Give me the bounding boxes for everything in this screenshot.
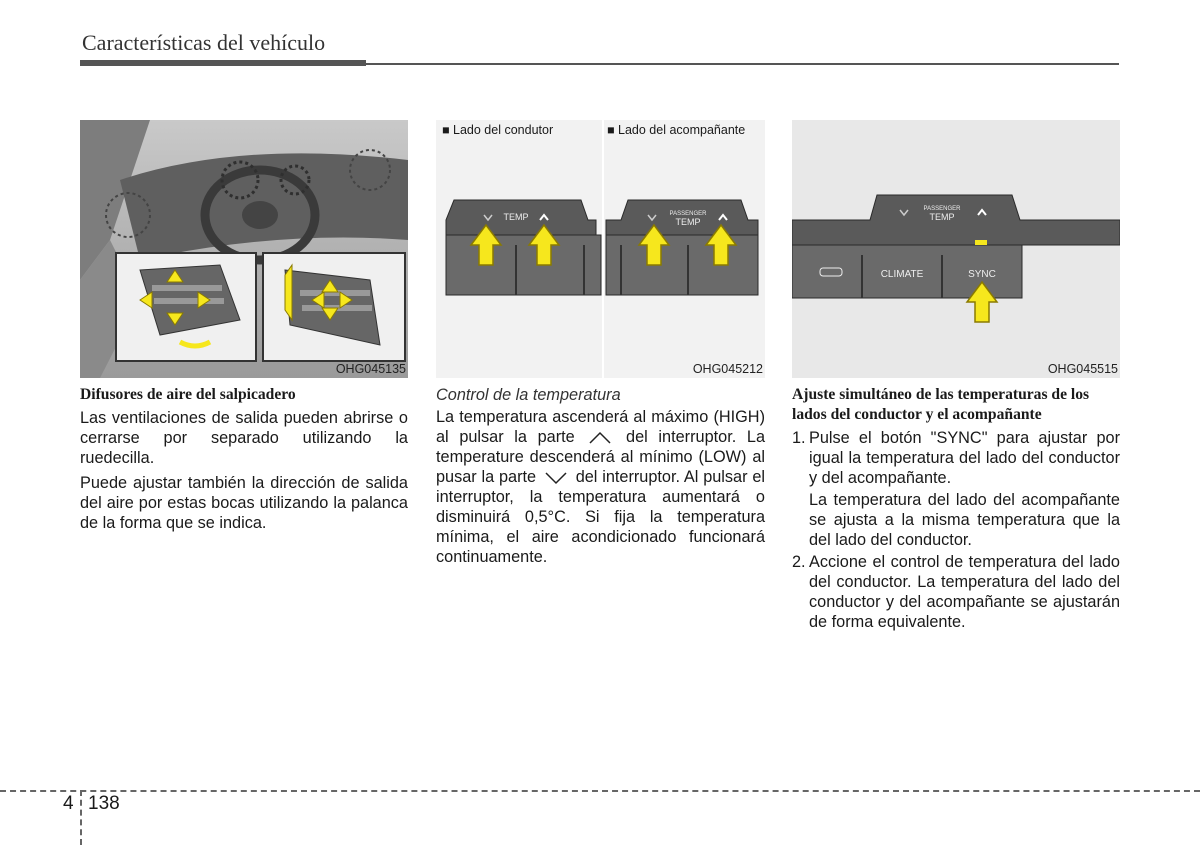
- temp-label-left: TEMP: [503, 212, 529, 222]
- header-rule-thick: [80, 60, 366, 66]
- figure-code: OHG045135: [335, 362, 406, 376]
- chevron-down-icon: [541, 470, 571, 486]
- section-heading: Ajuste simultáneo de las temperaturas de los lados del conductor y el acompañante: [792, 386, 1090, 423]
- figure-sync-control: [792, 120, 1120, 378]
- label-driver-side: ■ Lado del condutor: [442, 123, 554, 137]
- chevron-up-icon: [585, 430, 615, 446]
- footer-dashed-divider: [80, 790, 82, 845]
- climate-button-label: CLIMATE: [880, 269, 924, 280]
- section-heading: Difusores de aire del salpicadero: [80, 386, 296, 403]
- passenger-label: PASSENGER: [923, 206, 961, 212]
- temp-control-illustration: [436, 120, 765, 378]
- page-number: 138: [88, 793, 120, 814]
- list-item-continuation: La temperatura del lado del acompañante se ajusta a la misma temperatura que la del lado del conductor.: [809, 491, 1120, 549]
- text-run: del interruptor. Al pulsar el interruptor, la temperatura aumentará o disminuirá 0,5°C. Si fija la temperatura mínima, el aire acondicionado funcionará continuamente.: [436, 468, 765, 566]
- temp-label: TEMP: [929, 212, 955, 222]
- sync-illustration: [792, 120, 1120, 378]
- temp-label-right: TEMP: [675, 217, 701, 227]
- list-text: Pulse el botón "SYNC" para ajustar por igual la temperatura del lado del conductor y del acompañante.: [809, 429, 1120, 487]
- paragraph: Las ventilaciones de salida pueden abrirse o cerrarse por separado utilizando la ruedecilla.: [80, 409, 408, 467]
- header-rule-thin: [366, 63, 1119, 65]
- paragraph: Puede ajustar también la dirección de salida del aire por estas bocas utilizando la palanca de la forma que se indica.: [80, 474, 408, 532]
- passenger-label: PASSENGER: [669, 211, 707, 217]
- page-header-title: Características del vehículo: [82, 30, 326, 55]
- list-item: [792, 428, 1120, 488]
- list-text: Accione el control de temperatura del lado del conductor. La temperatura del lado del conductor y del acompañante se ajustarán de forma equivalente.: [809, 553, 1120, 631]
- vents-illustration: [80, 120, 408, 378]
- figure-code: OHG045212: [692, 362, 763, 376]
- figure-code: OHG045515: [1047, 362, 1118, 376]
- chapter-number: 4: [63, 793, 74, 814]
- text-run: del interruptor. La temperature descenderá al mínimo (LOW) al pusar la parte: [436, 428, 765, 486]
- sync-button-label: SYNC: [968, 269, 996, 280]
- text-run: La temperatura ascenderá al máximo (HIGH) al pulsar la parte: [436, 408, 765, 446]
- paragraph: [436, 407, 765, 567]
- column-temperature: [436, 385, 765, 572]
- column-vents: [80, 385, 408, 538]
- column-sync: [792, 385, 1120, 634]
- figure-temperature-controls: [436, 120, 765, 378]
- section-heading: Control de la temperatura: [436, 386, 621, 404]
- list-number: 1.: [792, 429, 806, 447]
- figure-dashboard-vents: [80, 120, 408, 378]
- list-number: 2.: [792, 553, 806, 571]
- list-item: [792, 552, 1120, 632]
- footer-dashed-line: [0, 790, 1200, 792]
- label-passenger-side: ■ Lado del acompañante: [607, 123, 746, 137]
